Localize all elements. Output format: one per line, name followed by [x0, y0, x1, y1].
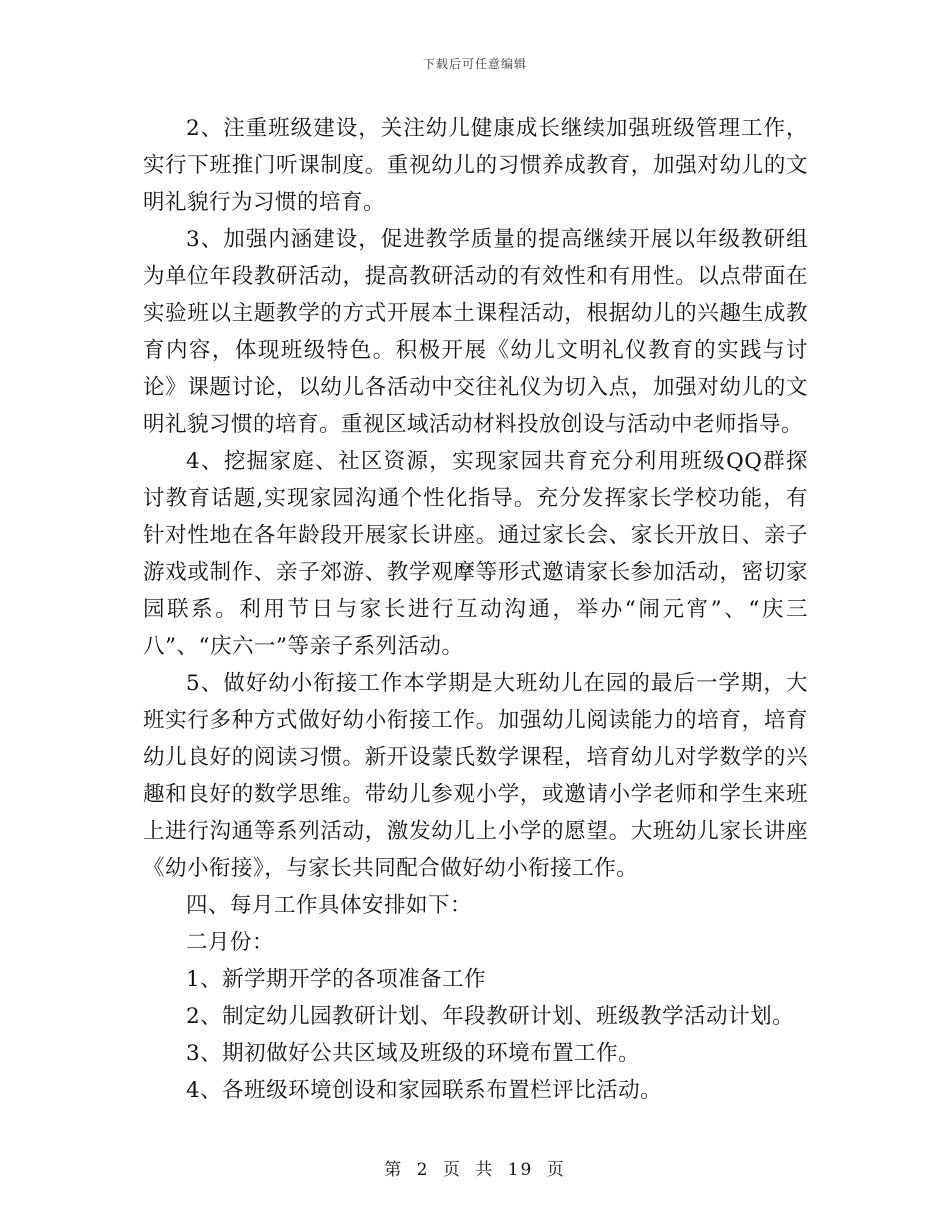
document-body — [143, 110, 808, 1109]
section-heading: 四、每月工作具体安排如下： — [186, 893, 473, 918]
month-heading: 二月份： — [186, 930, 275, 955]
list-item: 1、新学期开学的各项准备工作 — [186, 967, 487, 992]
paragraph-class-building: 2、注重班级建设，关注幼儿健康成长继续加强班级管理工作，实行下班推门听课制度。重视幼儿的习惯养成教育，加强对幼儿的文明礼貌行为习惯的培育。 — [143, 116, 808, 215]
paragraph-kindergarten-transition: 5、做好幼小衔接工作本学期是大班幼儿在园的最后一学期，大班实行多种方式做好幼小衔接工作。加强幼儿阅读能力的培育，培育幼儿良好的阅读习惯。新开设蒙氏数学课程，培育幼儿对学数学的兴趣和良好的数学思维。带幼儿参观小学，或邀请小学老师和学生来班上进行沟通等系列活动，激发幼儿上小学的愿望。大班幼儿家长讲座《幼小衔接》，与家长共同配合做好幼小衔接工作。 — [143, 671, 808, 881]
page-header: 下载后可任意编辑 — [422, 57, 527, 71]
paragraph-connotation-building: 3、加强内涵建设，促进教学质量的提高继续开展以年级教研组为单位年段教研活动，提高教研活动的有效性和有用性。以点带面在实验班以主题教学的方式开展本土课程活动，根据幼儿的兴趣生成教育内容，体现班级特色。积极开展《幼儿文明礼仪教育的实践与讨论》课题讨论，以幼儿各活动中交往礼仪为切入点，加强对幼儿的文明礼貌习惯的培育。重视区域活动材料投放创设与活动中老师指导。 — [143, 227, 808, 437]
list-item: 2、制定幼儿园教研计划、年段教研计划、班级教学活动计划。 — [186, 1004, 795, 1029]
list-item: 4、各班级环境创设和家园联系布置栏评比活动。 — [186, 1078, 663, 1103]
page-number-footer: 第 2 页 共 19 页 — [384, 1160, 566, 1180]
list-item: 3、期初做好公共区域及班级的环境布置工作。 — [186, 1041, 641, 1066]
paragraph-family-community: 4、挖掘家庭、社区资源，实现家园共育充分利用班级QQ群探讨教育话题,实现家园沟通个性化指导。充分发挥家长学校功能，有针对性地在各年龄段开展家长讲座。通过家长会、家长开放日、亲子游戏或制作、亲子郊游、教学观摩等形式邀请家长参加活动，密切家园联系。利用节日与家长进行互动沟通，举办“闹元宵”、“庆三八”、“庆六一”等亲子系列活动。 — [143, 449, 808, 659]
